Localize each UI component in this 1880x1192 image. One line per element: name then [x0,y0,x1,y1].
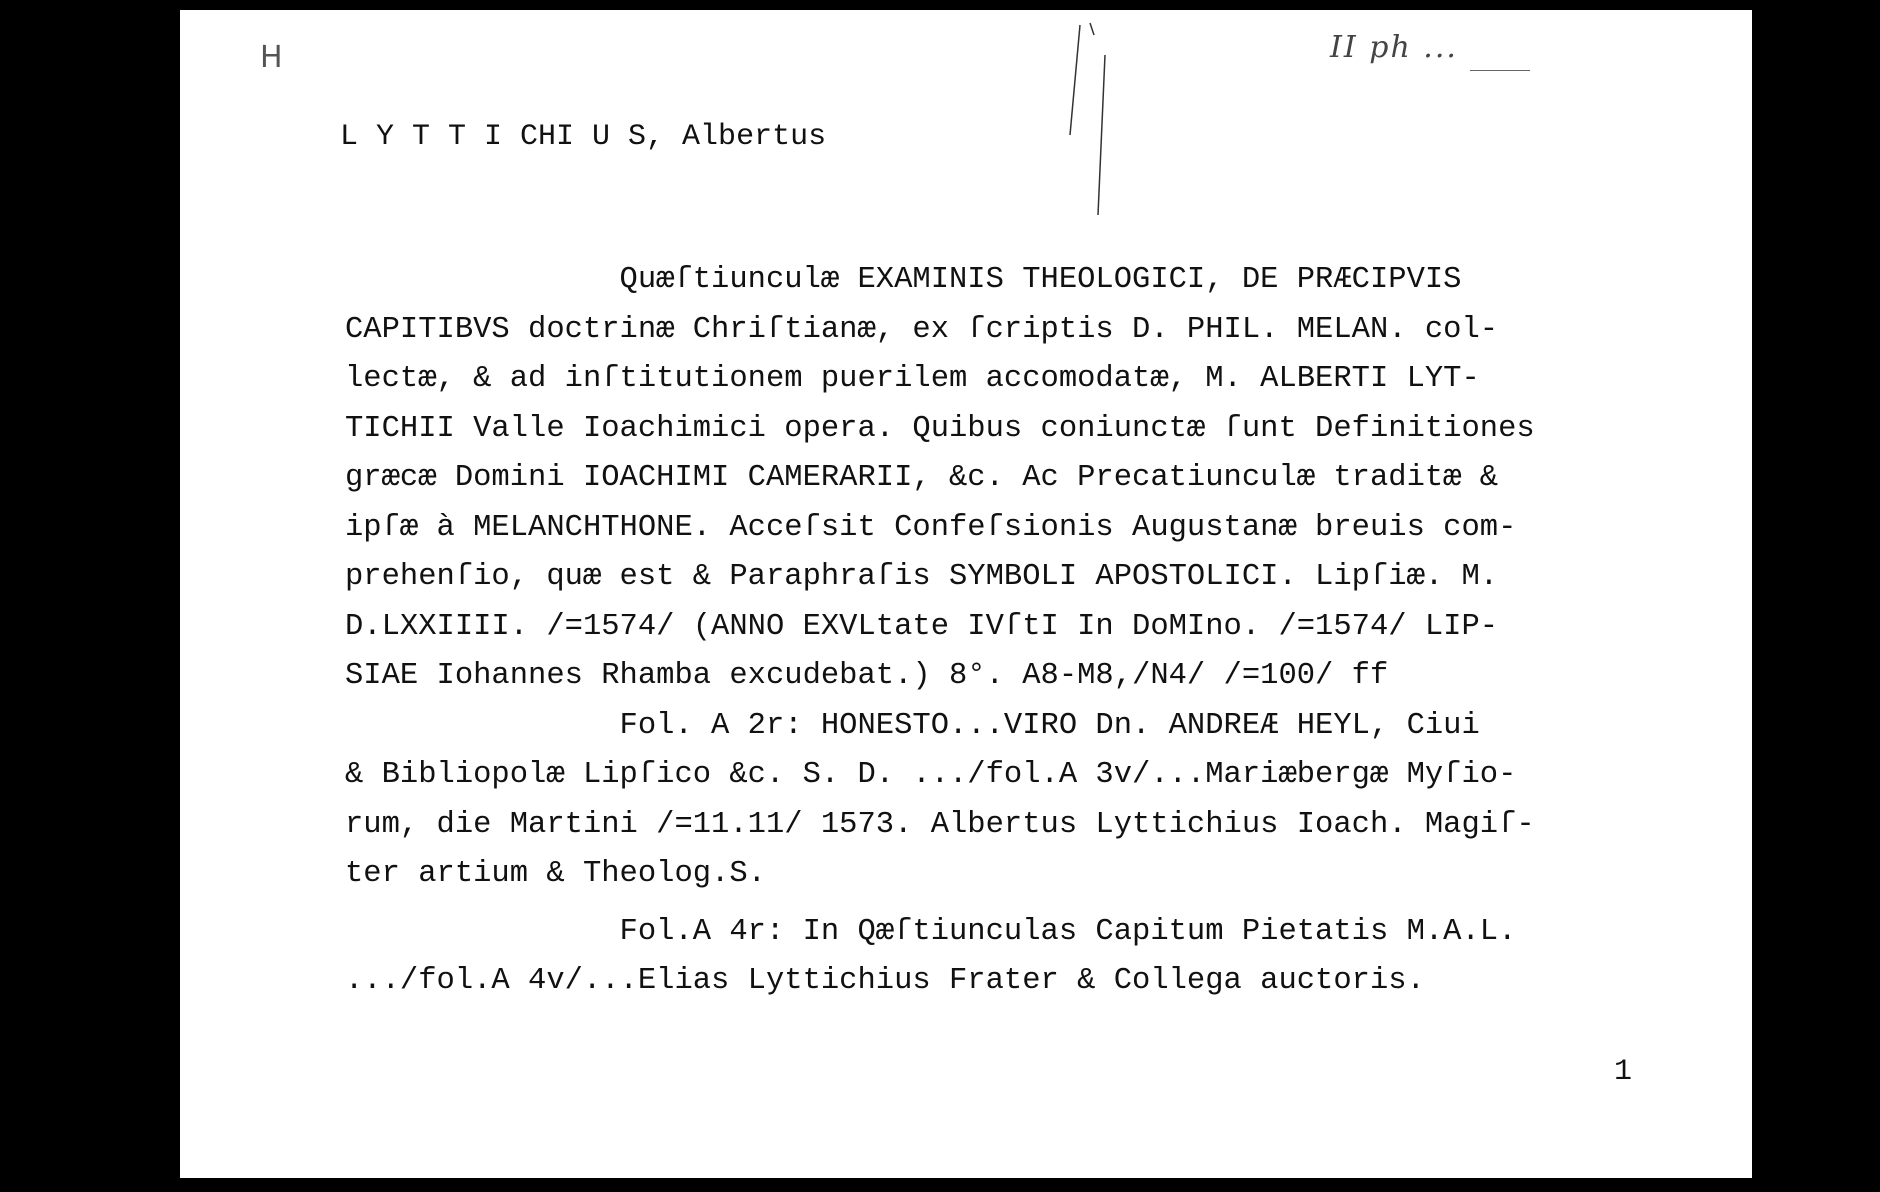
text-line: prehenſio, quæ est & Paraphraſis SYMBOLI APOSTOLICI. Lipſiæ. M. [345,560,1499,594]
text-line: & Bibliopolæ Lipſico &c. S. D. .../fol.A 3v/...Mariæbergæ Myſio- [345,758,1517,792]
page-number: 1 [1613,1055,1632,1089]
poem-paragraph [345,908,1675,1007]
text-line: D.LXXIIII. /=1574/ (ANNO EXVLtate IVſtI In DoMIno. /=1574/ LIP- [345,609,1499,644]
text-line: rum, die Martini /=11.11/ 1573. Albertus Lyttichius Ioach. Magiſ- [345,807,1535,842]
dedication-paragraph [345,702,1675,900]
text-line: CAPITIBVS doctrinæ Chriſtianæ, ex ſcriptis D. PHIL. MELAN. col- [345,312,1499,347]
handwritten-note: II ph ... [1330,30,1458,65]
text-line: Fol.A 4r: In Qæſtiunculas Capitum Pietatis M.A.L. [345,914,1517,949]
text-line: ter artium & Theolog.S. [345,857,766,891]
corner-mark: H [260,40,283,75]
catalog-card [180,10,1752,1178]
text-line: lectæ, & ad inſtitutionem puerilem accomodatæ, M. ALBERTI LYT- [345,362,1480,396]
text-line: græcæ Domini IOACHIMI CAMERARII, &c. Ac Precatiunculæ traditæ & [345,461,1499,495]
author-heading: L Y T T I CHI U S, Albertus [340,120,827,154]
text-line: Fol. A 2r: HONESTO...VIRO Dn. ANDREÆ HEYL, Ciui [345,708,1480,743]
card-body [345,256,1675,1007]
handwritten-strokes [1060,15,1120,215]
title-paragraph [345,256,1675,702]
text-line: TICHII Valle Ioachimici opera. Quibus coniunctæ ſunt Definitiones [345,411,1535,446]
text-line: SIAE Iohannes Rhamba excudebat.) 8°. A8-M8,/N4/ /=100/ ff [345,659,1389,693]
text-line: Quæſtiunculæ EXAMINIS THEOLOGICI, DE PRÆCIPVIS [345,263,1462,297]
text-line: ipſæ à MELANCHTHONE. Acceſsit Confeſsionis Augustanæ breuis com- [345,510,1517,545]
text-line: .../fol.A 4v/...Elias Lyttichius Frater & Collega auctoris. [345,964,1425,998]
